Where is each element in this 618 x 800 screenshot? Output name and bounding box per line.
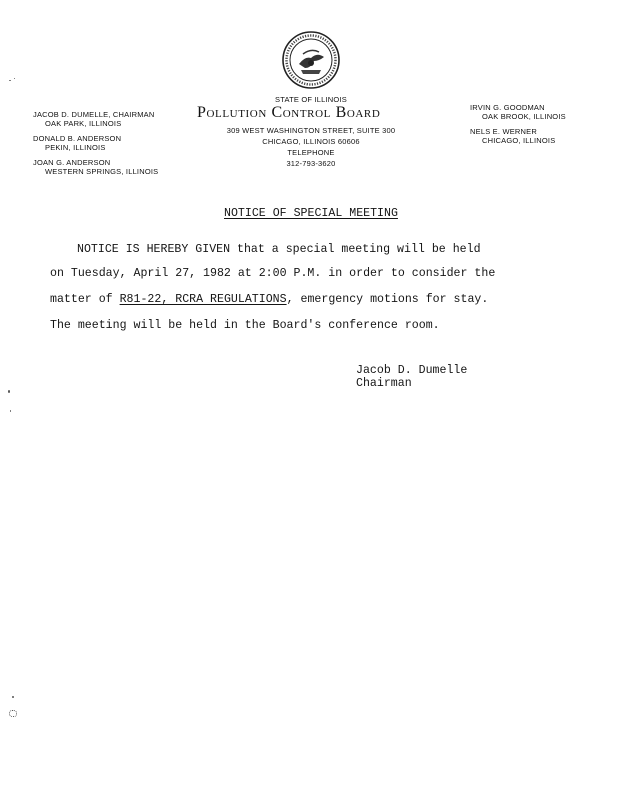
member-left-1 xyxy=(33,110,154,128)
state-seal-icon xyxy=(281,30,341,90)
member-name: NELS E. WERNER xyxy=(470,127,537,136)
notice-line-4: The meeting will be held in the Board's conference room. xyxy=(50,319,440,332)
matter-prefix: matter of xyxy=(50,293,113,306)
matter-suffix: , emergency motions for stay. xyxy=(286,293,489,306)
scan-speck xyxy=(14,78,15,79)
telephone-label: TELEPHONE xyxy=(287,148,335,157)
scan-speck xyxy=(9,710,17,717)
board-name: Pollution Control Board xyxy=(197,104,381,121)
member-name: JACOB D. DUMELLE, CHAIRMAN xyxy=(33,110,155,119)
member-left-2 xyxy=(33,134,121,152)
signature-name: Jacob D. Dumelle xyxy=(356,364,468,377)
scan-speck xyxy=(12,696,14,698)
telephone-number: 312-793-3620 xyxy=(286,159,336,168)
state-label: STATE OF ILLINOIS xyxy=(275,95,347,104)
member-city: WESTERN SPRINGS, ILLINOIS xyxy=(45,167,159,176)
member-name: IRVIN G. GOODMAN xyxy=(470,103,545,112)
signature-title: Chairman xyxy=(356,377,412,390)
member-city: PEKIN, ILLINOIS xyxy=(45,143,106,152)
address-line1: 309 WEST WASHINGTON STREET, SUITE 300 xyxy=(226,126,396,135)
scan-speck xyxy=(10,410,11,412)
notice-line-2: on Tuesday, April 27, 1982 at 2:00 P.M. in order to consider the xyxy=(50,267,496,280)
matter-reference: R81-22, RCRA REGULATIONS xyxy=(119,293,287,306)
member-right-2 xyxy=(470,127,555,145)
member-city: OAK BROOK, ILLINOIS xyxy=(482,112,566,121)
member-name: DONALD B. ANDERSON xyxy=(33,134,122,143)
address-line2: CHICAGO, ILLINOIS 60606 xyxy=(262,137,360,146)
scan-speck xyxy=(8,390,10,393)
member-city: CHICAGO, ILLINOIS xyxy=(482,136,556,145)
member-name: JOAN G. ANDERSON xyxy=(33,158,111,167)
member-left-3 xyxy=(33,158,158,176)
scan-speck xyxy=(9,80,11,81)
notice-line-3 xyxy=(50,293,488,306)
member-city: OAK PARK, ILLINOIS xyxy=(45,119,122,128)
member-right-1 xyxy=(470,103,566,121)
notice-title: NOTICE OF SPECIAL MEETING xyxy=(224,207,398,220)
notice-line-1: NOTICE IS HEREBY GIVEN that a special meeting will be held xyxy=(77,243,481,256)
